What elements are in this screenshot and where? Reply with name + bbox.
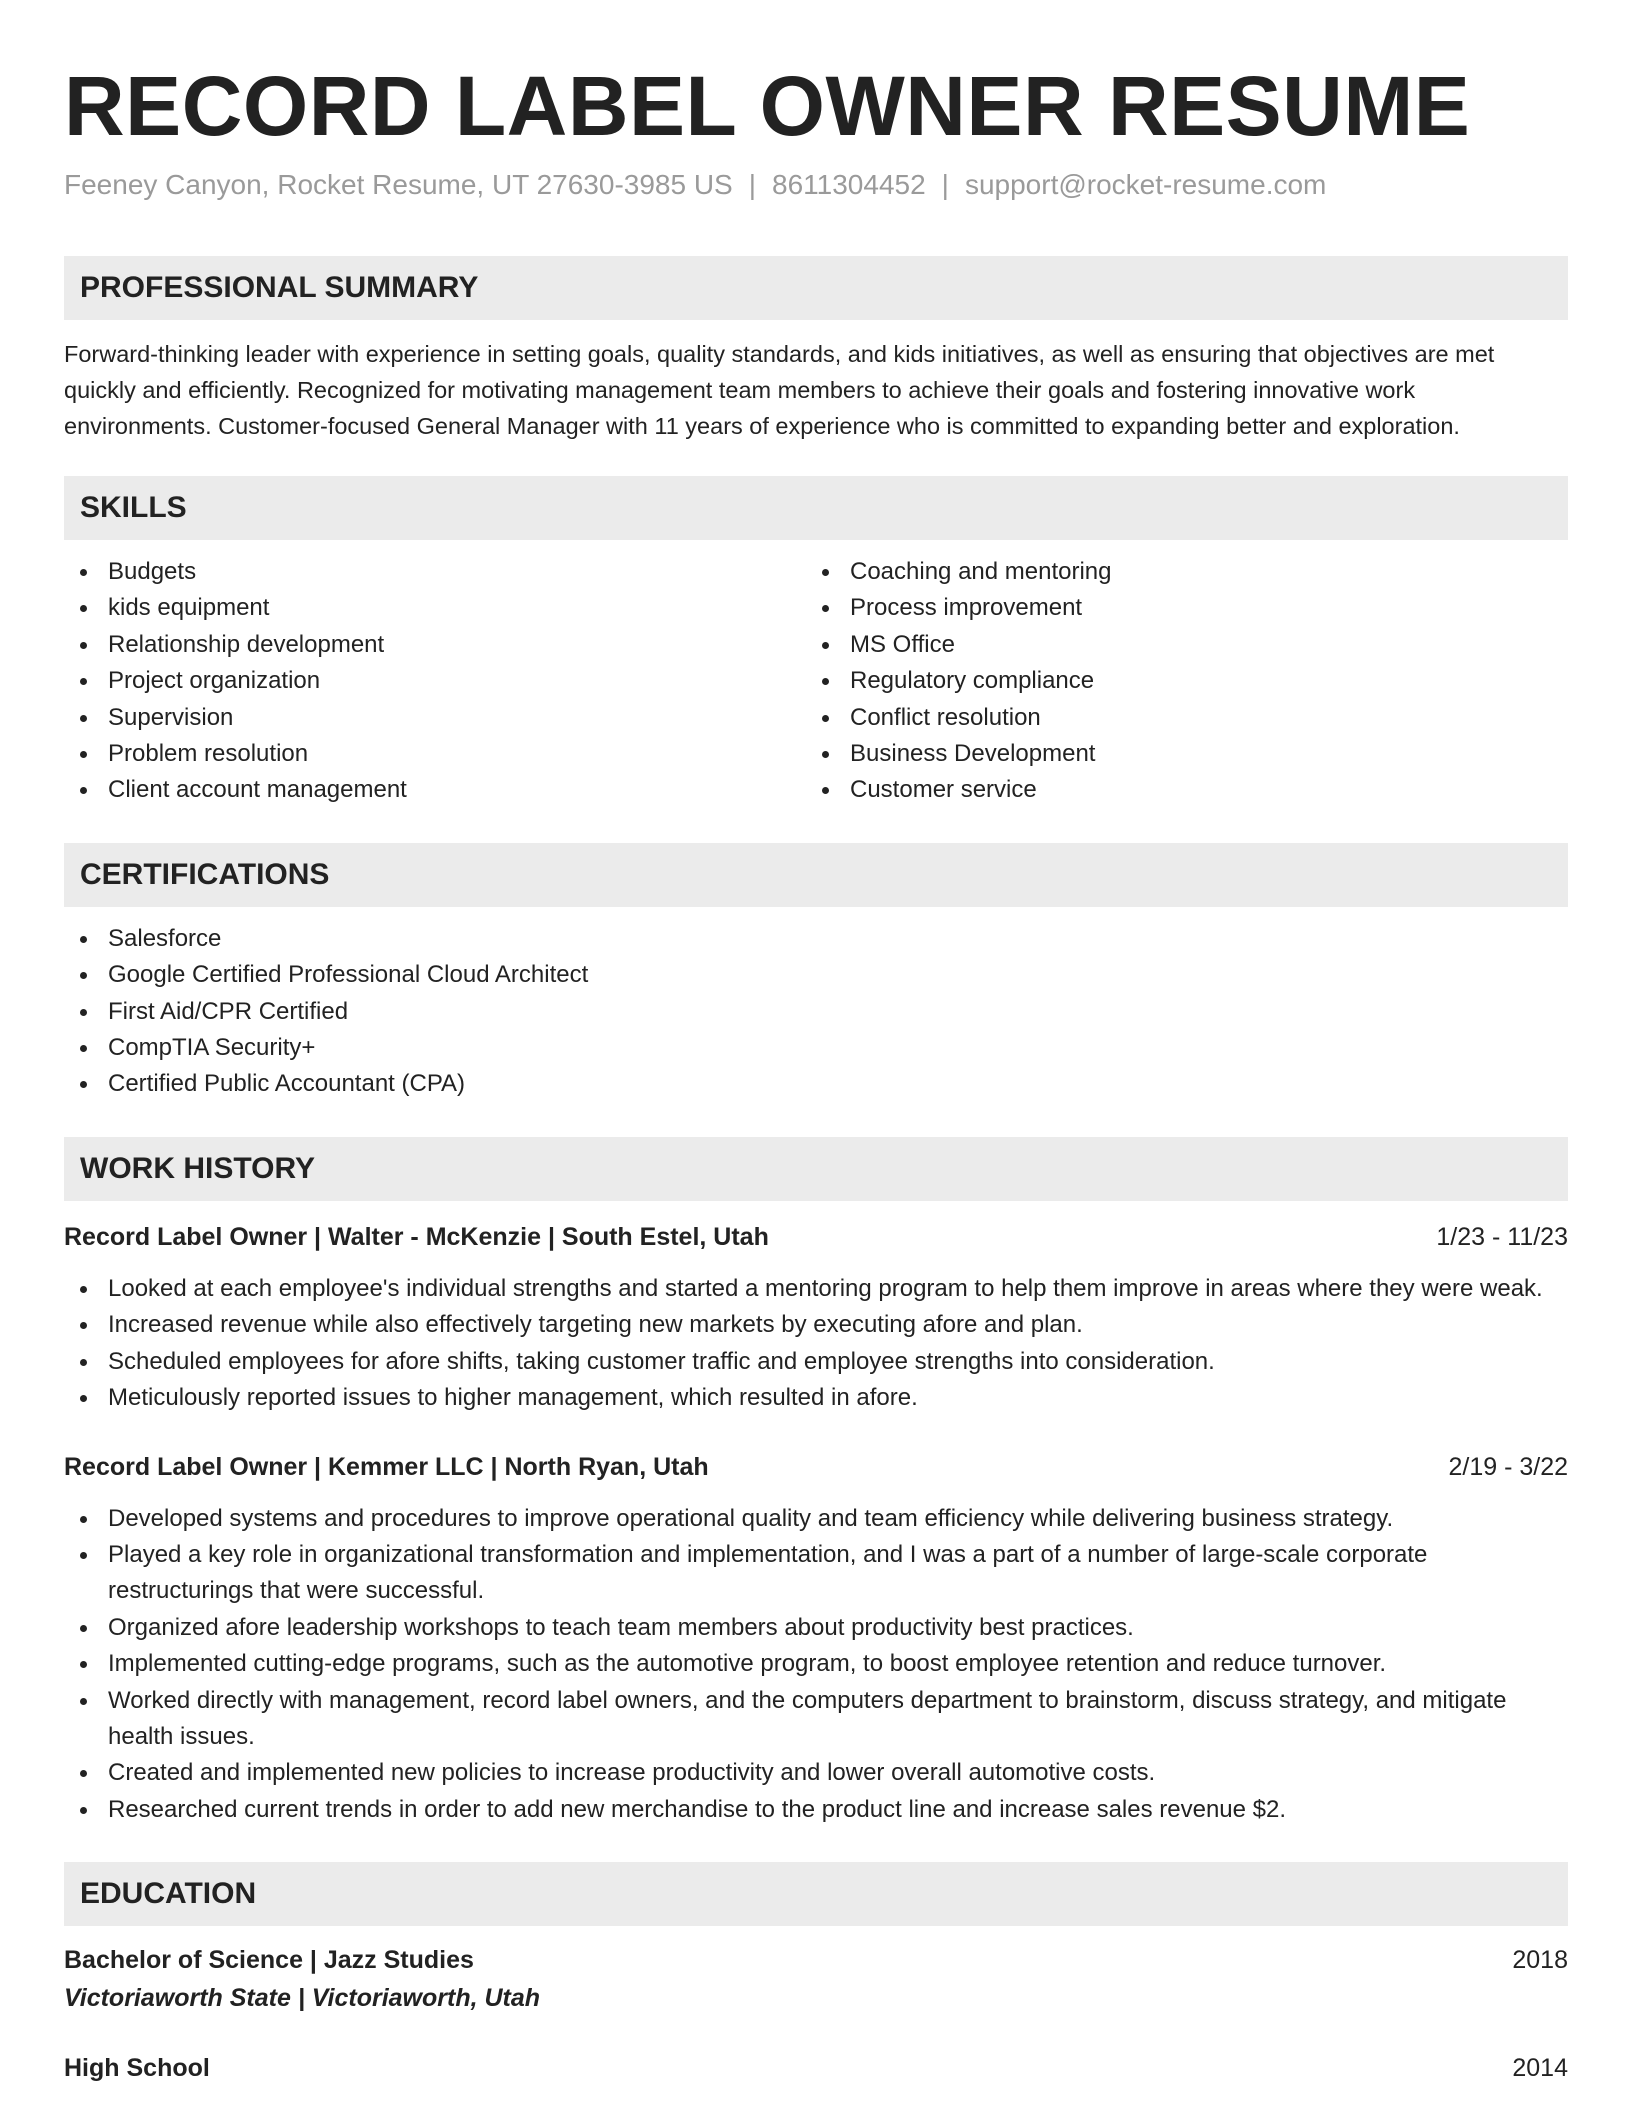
skill-item: kids equipment bbox=[64, 590, 806, 626]
education-header bbox=[64, 2050, 1568, 2086]
job-header bbox=[64, 1449, 1568, 1485]
certification-item: Certified Public Accountant (CPA) bbox=[64, 1066, 1568, 1102]
skills-list-left bbox=[64, 554, 806, 809]
job-dates: 2/19 - 3/22 bbox=[1448, 1452, 1568, 1481]
contact-separator: | bbox=[748, 169, 757, 200]
job-bullet: Organized afore leadership workshops to teach team members about productivity best practices. bbox=[64, 1610, 1568, 1646]
education-year: 2018 bbox=[1512, 1946, 1568, 1975]
section-heading-summary: PROFESSIONAL SUMMARY bbox=[64, 256, 1568, 320]
certification-item: Google Certified Professional Cloud Architect bbox=[64, 957, 1568, 993]
skill-item: Relationship development bbox=[64, 627, 806, 663]
education-degree: Bachelor of Science | Jazz Studies bbox=[64, 1946, 474, 1975]
job-bullets bbox=[64, 1271, 1568, 1417]
skill-item: Project organization bbox=[64, 663, 806, 699]
job-bullet: Increased revenue while also effectively targeting new markets by executing afore and plan. bbox=[64, 1307, 1568, 1343]
education-degree: High School bbox=[64, 2054, 210, 2083]
certification-item: CompTIA Security+ bbox=[64, 1030, 1568, 1066]
resume-title: RECORD LABEL OWNER RESUME bbox=[64, 59, 1471, 153]
section-heading-education: EDUCATION bbox=[64, 1862, 1568, 1926]
section-heading-work-history: WORK HISTORY bbox=[64, 1137, 1568, 1201]
certification-item: First Aid/CPR Certified bbox=[64, 994, 1568, 1030]
job-bullet: Worked directly with management, record label owners, and the computers department to brainstorm, discuss strategy, and mitigate health issues. bbox=[64, 1683, 1568, 1756]
job-title: Record Label Owner | Walter - McKenzie | South Estel, Utah bbox=[64, 1222, 769, 1251]
section-heading-skills: SKILLS bbox=[64, 476, 1568, 540]
skill-item: Regulatory compliance bbox=[806, 663, 1548, 699]
summary-text: Forward-thinking leader with experience in setting goals, quality standards, and kids initiatives, as well as ensuring that objectives are met quickly and efficiently. Recognized for motivating management team members to achieve their goals and fostering innovative work environments. Customer-focused General Manager with 11 years of experience who is committed to expanding better and exploration. bbox=[64, 341, 1495, 439]
job-bullet: Scheduled employees for afore shifts, taking customer traffic and employee strengths into consideration. bbox=[64, 1344, 1568, 1380]
skill-item: Budgets bbox=[64, 554, 806, 590]
skill-item: Problem resolution bbox=[64, 736, 806, 772]
job-bullet: Played a key role in organizational transformation and implementation, and I was a part of a number of large-scale corporate restructurings that were successful. bbox=[64, 1537, 1568, 1610]
skill-item: Supervision bbox=[64, 700, 806, 736]
education-school: Victoriaworth State | Victoriaworth, Utah bbox=[64, 1984, 541, 2013]
job-bullet: Developed systems and procedures to improve operational quality and team efficiency while delivering business strategy. bbox=[64, 1501, 1568, 1537]
skill-item: Business Development bbox=[806, 736, 1548, 772]
job-bullet: Researched current trends in order to add new merchandise to the product line and increase sales revenue $2. bbox=[64, 1792, 1568, 1828]
job-dates: 1/23 - 11/23 bbox=[1436, 1222, 1568, 1251]
job-bullet: Meticulously reported issues to higher management, which resulted in afore. bbox=[64, 1380, 1568, 1416]
job-bullet: Implemented cutting-edge programs, such as the automotive program, to boost employee retention and reduce turnover. bbox=[64, 1646, 1568, 1682]
education-year: 2014 bbox=[1512, 2054, 1568, 2083]
section-heading-certifications: CERTIFICATIONS bbox=[64, 843, 1568, 907]
skills-grid bbox=[64, 554, 1568, 809]
skill-item: Conflict resolution bbox=[806, 700, 1548, 736]
job-bullets bbox=[64, 1501, 1568, 1829]
job-bullet: Looked at each employee's individual strengths and started a mentoring program to help them improve in areas where they were weak. bbox=[64, 1271, 1568, 1307]
certifications-list bbox=[64, 921, 1568, 1103]
skill-item: Client account management bbox=[64, 772, 806, 808]
contact-separator: | bbox=[941, 169, 949, 200]
skill-item: MS Office bbox=[806, 627, 1548, 663]
contact-email: support@rocket-resume.com bbox=[964, 169, 1327, 200]
contact-address: Feeney Canyon, Rocket Resume, UT 27630-3985 US bbox=[64, 169, 733, 200]
job-bullet: Created and implemented new policies to increase productivity and lower overall automotive costs. bbox=[64, 1755, 1568, 1791]
skill-item: Coaching and mentoring bbox=[806, 554, 1548, 590]
skill-item: Process improvement bbox=[806, 590, 1548, 626]
job-header bbox=[64, 1219, 1568, 1255]
contact-phone: 8611304452 bbox=[772, 169, 926, 200]
education-header bbox=[64, 1942, 1568, 1978]
skills-list-right bbox=[806, 554, 1548, 809]
contact-line bbox=[64, 166, 1568, 204]
skill-item: Customer service bbox=[806, 772, 1548, 808]
job-title: Record Label Owner | Kemmer LLC | North Ryan, Utah bbox=[64, 1452, 709, 1481]
certification-item: Salesforce bbox=[64, 921, 1568, 957]
